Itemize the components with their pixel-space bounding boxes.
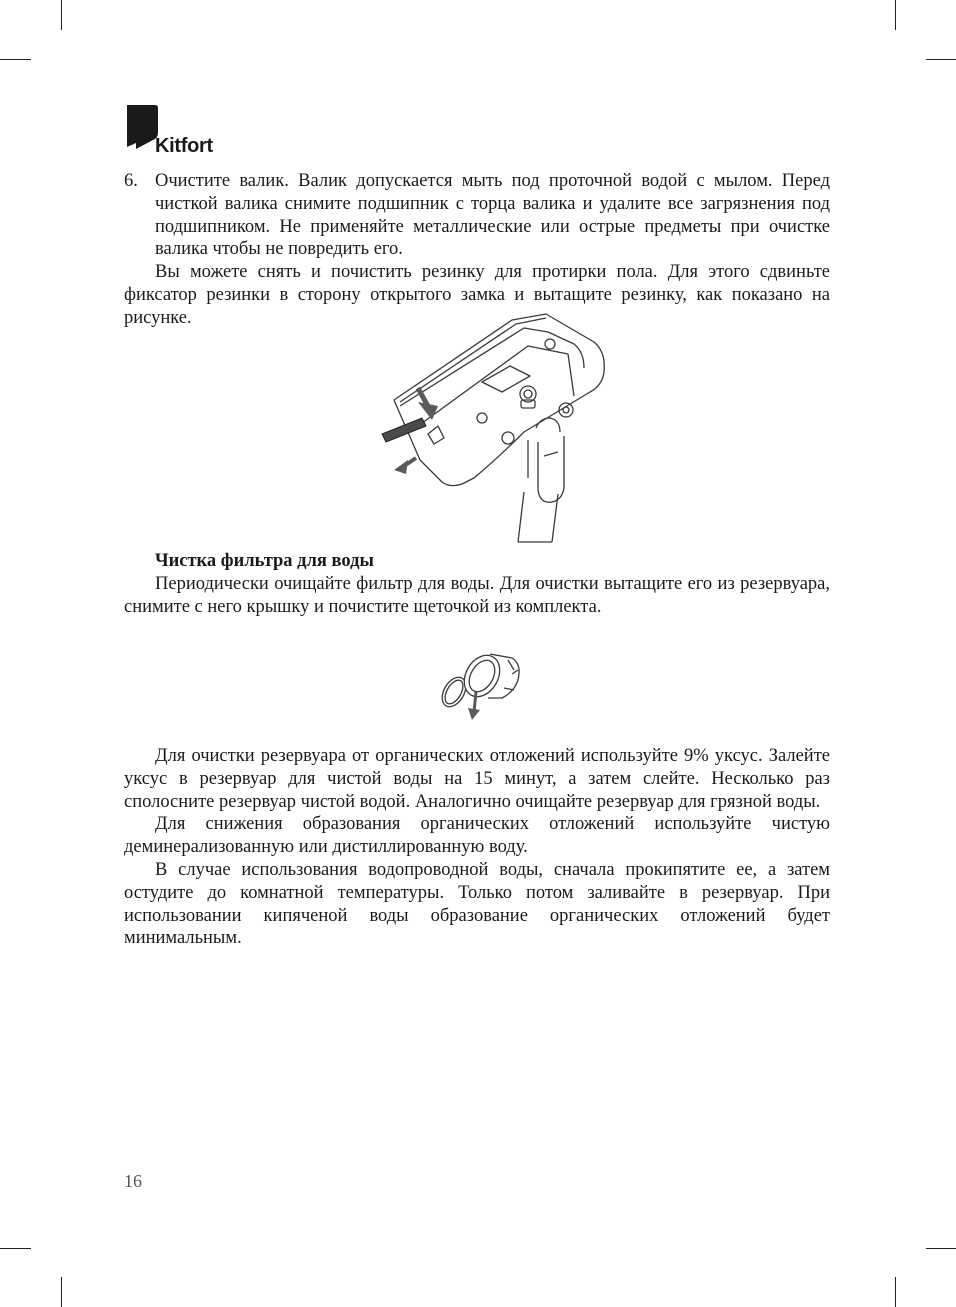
paragraph: Для очистки резервуара от органических отложений используйте 9% уксус. Залейте уксус в резервуар для чистой воды на 15 минут, а затем слейте. Несколько раз сполосните резервуар чистой водой. Аналогично очищайте резервуар для грязной воды. xyxy=(124,746,830,812)
crop-mark xyxy=(895,1277,896,1307)
reservoir-cleaning-section xyxy=(124,745,830,950)
paragraph: Периодически очищайте фильтр для воды. Для очистки вытащите его из резервуара, снимите с него крышку и почистите щеточкой из комплекта. xyxy=(124,573,830,617)
floor-nozzle-illustration xyxy=(378,306,618,546)
paragraph: Для снижения образования органических отложений используйте чистую деминерализованную или дистиллированную воду. xyxy=(124,814,830,858)
list-text: Очистите валик. Валик допускается мыть под проточной водой с мылом. Перед чисткой валика снимите подшипник с торца валика и удалите все загрязнения под подшипником. Не применяйте металлические или острые предметы при очистке валика чтобы не повредить его. xyxy=(155,171,830,260)
water-filter-section xyxy=(124,550,830,618)
crop-mark xyxy=(61,0,62,30)
paragraph: Вы можете снять и почистить резинку для протирки пола. Для этого сдвиньте фиксатор резинки в сторону открытого замка и вытащите резинку, как показано на рисунке. xyxy=(124,262,830,328)
crop-mark xyxy=(0,59,31,60)
crop-mark xyxy=(895,0,896,30)
brand-name: Kitfort xyxy=(155,135,213,157)
crop-mark xyxy=(926,59,956,60)
brand-mark-icon xyxy=(124,105,158,157)
paragraph: В случае использования водопроводной воды, сначала прокипятите ее, а затем остудите до комнатной температуры. Только потом заливайте в резервуар. При использовании кипяченой воды образование органических отложений будет минимальным. xyxy=(124,859,830,949)
crop-mark xyxy=(0,1248,31,1249)
water-filter-illustration xyxy=(432,640,528,722)
page-number: 16 xyxy=(124,1171,142,1191)
crop-mark xyxy=(926,1248,956,1249)
list-number: 6. xyxy=(124,171,138,191)
brand-logo xyxy=(124,105,213,157)
section-heading: Чистка фильтра для воды xyxy=(155,551,374,571)
list-item xyxy=(124,170,830,261)
crop-mark xyxy=(61,1277,62,1307)
